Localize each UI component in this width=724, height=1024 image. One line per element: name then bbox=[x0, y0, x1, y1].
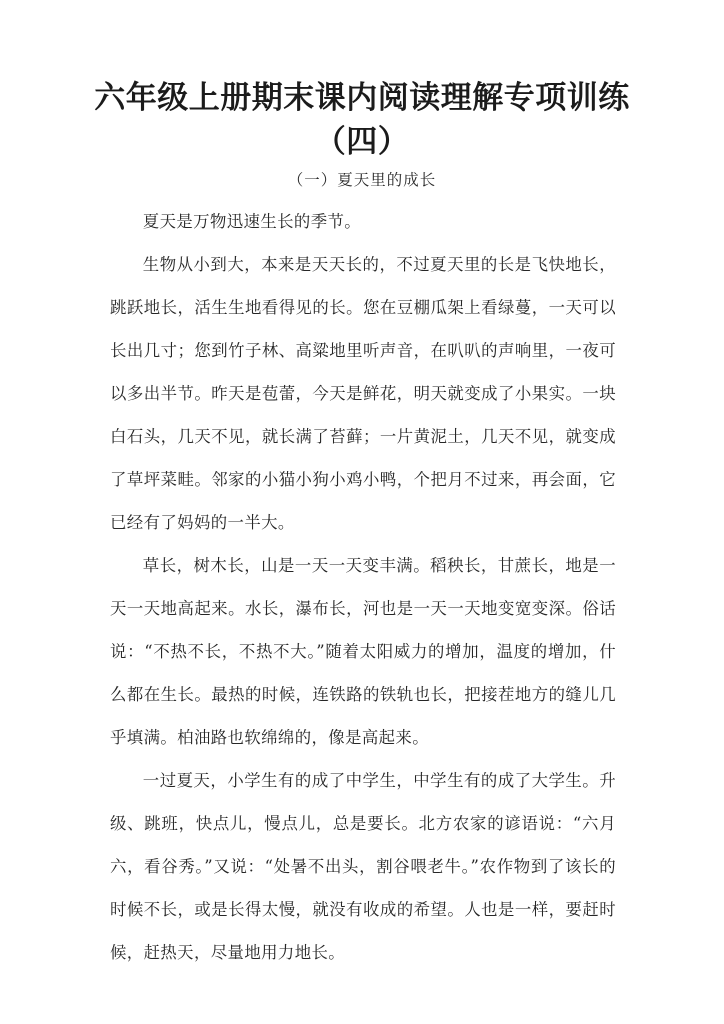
page-title bbox=[72, 76, 652, 164]
document-body bbox=[110, 200, 616, 974]
paragraph: 草长，树木长，山是一天一天变丰满。稻秧长，甘蔗长，地是一天一天地高起来。水长，瀑布长，河也是一天一天地变宽变深。俗话说：“不热不长，不热不大。”随着太阳威力的增加，温度的增加，什么都在生长。最热的时候，连铁路的铁轨也长，把接茬地方的缝儿几乎填满。柏油路也软绵绵的，像是高起来。 bbox=[110, 556, 616, 747]
page-title-line-1: 六年级上册期末课内阅读理解专项训练 bbox=[94, 80, 630, 116]
paragraph: 夏天是万物迅速生长的季节。 bbox=[142, 212, 362, 231]
section-subtitle: （一）夏天里的成长 bbox=[287, 171, 437, 189]
page-title-line-2: （四） bbox=[314, 124, 410, 160]
paragraph: 生物从小到大，本来是天天长的，不过夏天里的长是飞快地长，跳跃地长，活生生地看得见的长。您在豆棚瓜架上看绿蔓，一天可以长出几寸；您到竹子林、高粱地里听声音，在叭叭的声响里，一夜可以多出半节。昨天是苞蕾，今天是鲜花，明天就变成了小果实。一块白石头，几天不见，就长满了苔藓；一片黄泥土，几天不见，就变成了草坪菜畦。邻家的小猫小狗小鸡小鸭，个把月不过来，再会面，它已经有了妈妈的一半大。 bbox=[110, 255, 616, 532]
paragraph: 一过夏天，小学生有的成了中学生，中学生有的成了大学生。升级、跳班，快点儿，慢点儿，总是要长。北方农家的谚语说：“六月六，看谷秀。”又说：“处暑不出头，割谷喂老牛。”农作物到了该长的时候不长，或是长得太慢，就没有收成的希望。人也是一样，要赶时候，赶热天，尽量地用力地长。 bbox=[110, 771, 616, 962]
